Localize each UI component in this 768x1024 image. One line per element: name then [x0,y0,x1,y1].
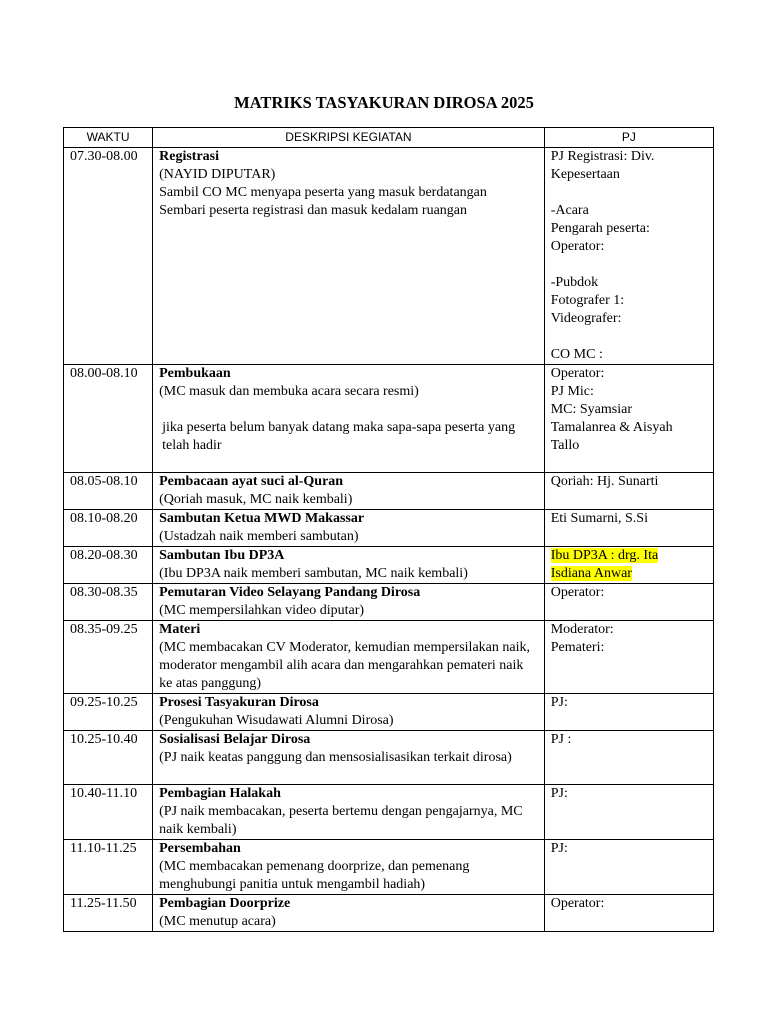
time-cell: 11.25-11.50 [64,895,153,932]
description-cell [153,148,545,365]
table-row [64,731,714,785]
activity-title: Sambutan Ibu DP3A [159,548,285,563]
pj-cell [544,148,713,365]
pj-line [551,328,707,346]
header-deskripsi: DESKRIPSI KEGIATAN [153,128,545,148]
activity-detail: (PJ naik membacakan, peserta bertemu dengan pengajarnya, MC naik kembali) [159,804,523,837]
time-cell: 08.00-08.10 [64,365,153,473]
header-waktu: WAKTU [64,128,153,148]
pj-line: Operator: [550,585,605,600]
activity-detail: (MC masuk dan membuka acara secara resmi) [159,384,419,399]
pj-cell [544,895,713,932]
time-cell: 11.10-11.25 [64,840,153,895]
pj-line: -Acara [550,203,589,218]
table-row [64,840,714,895]
time-cell: 08.30-08.35 [64,584,153,621]
description-cell [153,473,545,510]
table-header-row [64,128,714,148]
pj-cell [544,785,713,840]
table-row [64,785,714,840]
description-cell [153,731,545,785]
description-cell [153,694,545,731]
table-row [64,694,714,731]
activity-detail: (MC menutup acara) [159,914,276,929]
activity-detail: (MC mempersilahkan video diputar) [159,603,365,618]
pj-line: Eti Sumarni, S.Si [550,511,648,526]
description-cell [153,365,545,473]
description-cell [153,895,545,932]
pj-line: MC: Syamsiar [550,402,632,417]
pj-line: Pemateri: [550,640,605,655]
activity-detail: (PJ naik keatas panggung dan mensosialisasikan terkait dirosa) [159,750,512,765]
activity-title: Pembagian Halakah [159,786,281,801]
activity-title: Registrasi [159,149,220,164]
table-row [64,895,714,932]
pj-line [551,256,707,274]
pj-line: CO MC : [550,347,603,362]
activity-note: jika peserta belum banyak datang maka sapa-sapa peserta yang telah hadir [162,420,516,453]
pj-line: Pengarah peserta: [550,221,650,236]
description-cell [153,840,545,895]
activity-detail: (MC membacakan pemenang doorprize, dan pemenang menghubungi panitia untuk mengambil hadiah) [159,859,470,892]
pj-line: PJ Registrasi: Div. [550,149,655,164]
time-cell: 09.25-10.25 [64,694,153,731]
activity-title: Materi [159,622,201,637]
table-row [64,365,714,473]
time-cell: 10.40-11.10 [64,785,153,840]
pj-line: PJ: [550,786,568,801]
pj-line [551,184,707,202]
pj-line: Fotografer 1: [550,293,625,308]
time-cell: 08.35-09.25 [64,621,153,694]
description-cell [153,584,545,621]
pj-line: Tamalanrea & Aisyah [550,420,673,435]
pj-line: Operator: [550,366,605,381]
pj-line: Videografer: [550,311,622,326]
activity-title: Pembagian Doorprize [159,896,291,911]
activity-detail: (Ibu DP3A naik memberi sambutan, MC naik kembali) [159,566,468,581]
pj-line: PJ: [550,695,568,710]
pj-line: -Pubdok [550,275,599,290]
pj-cell [544,473,713,510]
table-row [64,584,714,621]
pj-cell [544,584,713,621]
pj-cell [544,840,713,895]
activity-detail: (Qoriah masuk, MC naik kembali) [159,492,353,507]
activity-detail: Sembari peserta registrasi dan masuk kedalam ruangan [159,203,468,218]
highlighted-pj: Isdiana Anwar [550,566,632,581]
activity-detail: (NAYID DIPUTAR) [159,167,276,182]
pj-cell [544,510,713,547]
document-title: MATRIKS TASYAKURAN DIROSA 2025 [234,93,534,112]
pj-line: Operator: [550,896,605,911]
table-row [64,621,714,694]
activity-title: Pemutaran Video Selayang Pandang Dirosa [159,585,421,600]
pj-cell [544,547,713,584]
activity-detail: (Ustadzah naik memberi sambutan) [159,529,359,544]
table-row [64,148,714,365]
time-cell: 10.25-10.40 [64,731,153,785]
activity-detail: (MC membacakan CV Moderator, kemudian mempersilakan naik, moderator mengambil alih acara dan mengarahkan pemateri naik ke atas panggung) [159,640,530,691]
pj-line: Tallo [550,438,580,453]
description-cell [153,621,545,694]
table-row [64,510,714,547]
description-cell [153,785,545,840]
pj-line: PJ: [550,841,568,856]
pj-cell [544,621,713,694]
activity-title: Sambutan Ketua MWD Makassar [159,511,365,526]
time-cell: 08.10-08.20 [64,510,153,547]
table-row [64,547,714,584]
activity-detail: (Pengukuhan Wisudawati Alumni Dirosa) [159,713,394,728]
activity-title: Sosialisasi Belajar Dirosa [159,732,311,747]
activity-detail: Sambil CO MC menyapa peserta yang masuk berdatangan [159,185,487,200]
pj-line: Qoriah: Hj. Sunarti [550,474,659,489]
pj-line: Operator: [550,239,605,254]
header-pj: PJ [544,128,713,148]
activity-title: Prosesi Tasyakuran Dirosa [159,695,319,710]
highlighted-pj: Ibu DP3A : drg. Ita [550,548,659,563]
schedule-table [63,127,714,932]
time-cell: 08.20-08.30 [64,547,153,584]
activity-title: Persembahan [159,841,241,856]
pj-line: PJ : [550,732,572,747]
time-cell: 07.30-08.00 [64,148,153,365]
description-cell [153,510,545,547]
pj-cell [544,731,713,785]
pj-cell [544,694,713,731]
pj-cell [544,365,713,473]
description-cell [153,547,545,584]
activity-title: Pembacaan ayat suci al-Quran [159,474,344,489]
activity-title: Pembukaan [159,366,231,381]
pj-line: Moderator: [550,622,614,637]
table-row [64,473,714,510]
time-cell: 08.05-08.10 [64,473,153,510]
pj-line: Kepesertaan [550,167,620,182]
pj-line: PJ Mic: [550,384,594,399]
